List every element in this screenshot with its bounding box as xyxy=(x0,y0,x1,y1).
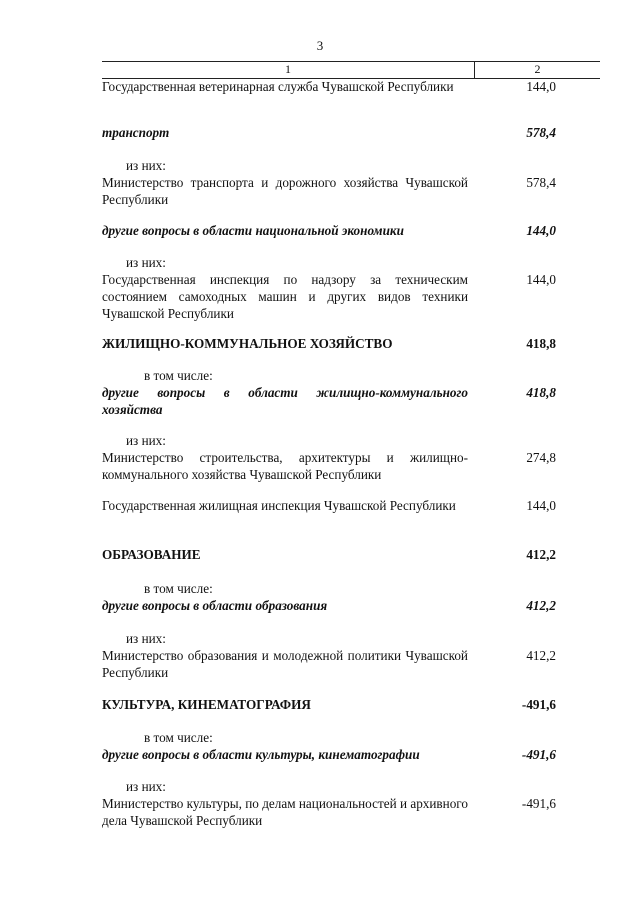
table-row xyxy=(102,124,600,141)
sub-label: из них: xyxy=(126,779,166,794)
section-value: 144,0 xyxy=(526,223,556,238)
table-row xyxy=(102,497,600,514)
table-row xyxy=(102,222,600,239)
row-name: Министерство образования и молодежной политики Чувашской Республики xyxy=(102,648,468,680)
section-name: другие вопросы в области культуры, кинематографии xyxy=(102,747,420,762)
table-row xyxy=(102,696,600,713)
row-value: 144,0 xyxy=(526,79,556,94)
table-row xyxy=(102,449,600,483)
table-row xyxy=(102,174,600,208)
section-value: 412,2 xyxy=(526,598,556,613)
section-value: 412,2 xyxy=(526,547,556,562)
section-value: 578,4 xyxy=(526,125,556,140)
section-name: транспорт xyxy=(102,125,170,140)
row-value: 144,0 xyxy=(526,272,556,287)
sub-label: из них: xyxy=(126,255,166,270)
section-value: 418,8 xyxy=(526,336,556,351)
header-col-2: 2 xyxy=(534,62,541,76)
section-name: другие вопросы в области образования xyxy=(102,598,328,613)
section-value: -491,6 xyxy=(521,747,556,762)
table-row xyxy=(102,546,600,563)
table-row xyxy=(102,335,600,352)
sub-label: из них: xyxy=(126,158,166,173)
table-row xyxy=(102,795,600,829)
sub-label: из них: xyxy=(126,433,166,448)
section-name: ОБРАЗОВАНИЕ xyxy=(102,547,201,562)
table-row xyxy=(102,271,600,322)
table-row xyxy=(102,647,600,681)
row-value: -491,6 xyxy=(521,796,556,811)
table-row xyxy=(102,597,600,614)
table-row xyxy=(102,78,600,95)
sub-label: в том числе: xyxy=(144,581,213,596)
sub-label: в том числе: xyxy=(144,730,213,745)
section-value: -491,6 xyxy=(521,697,556,712)
row-name: Министерство культуры, по делам национальностей и архивного дела Чувашской Республики xyxy=(102,796,468,828)
row-name: Государственная инспекция по надзору за техническим состоянием самоходных машин и других видов техники Чувашской Республики xyxy=(102,272,468,321)
budget-table xyxy=(102,61,600,828)
row-name: Государственная ветеринарная служба Чувашской Республики xyxy=(102,79,454,94)
section-name: другие вопросы в области жилищно-коммунального хозяйства xyxy=(102,385,468,417)
section-name: КУЛЬТУРА, КИНЕМАТОГРАФИЯ xyxy=(102,697,311,712)
section-value: 418,8 xyxy=(526,385,556,400)
sub-label: в том числе: xyxy=(144,368,213,383)
row-name: Министерство транспорта и дорожного хозяйства Чувашской Республики xyxy=(102,175,468,207)
row-value: 274,8 xyxy=(526,450,556,465)
table-row xyxy=(102,746,600,763)
row-value: 578,4 xyxy=(526,175,556,190)
row-value: 412,2 xyxy=(526,648,556,663)
header-col-1: 1 xyxy=(102,62,475,78)
row-value: 144,0 xyxy=(526,498,556,513)
section-name: ЖИЛИЩНО-КОММУНАЛЬНОЕ ХОЗЯЙСТВО xyxy=(102,336,393,351)
page-number: 3 xyxy=(316,38,324,53)
row-name: Министерство строительства, архитектуры и жилищно-коммунального хозяйства Чувашской Республики xyxy=(102,450,468,482)
row-name: Государственная жилищная инспекция Чувашской Республики xyxy=(102,498,456,513)
sub-label: из них: xyxy=(126,631,166,646)
table-header xyxy=(102,61,600,79)
table-row xyxy=(102,384,600,418)
section-name: другие вопросы в области национальной экономики xyxy=(102,223,404,238)
